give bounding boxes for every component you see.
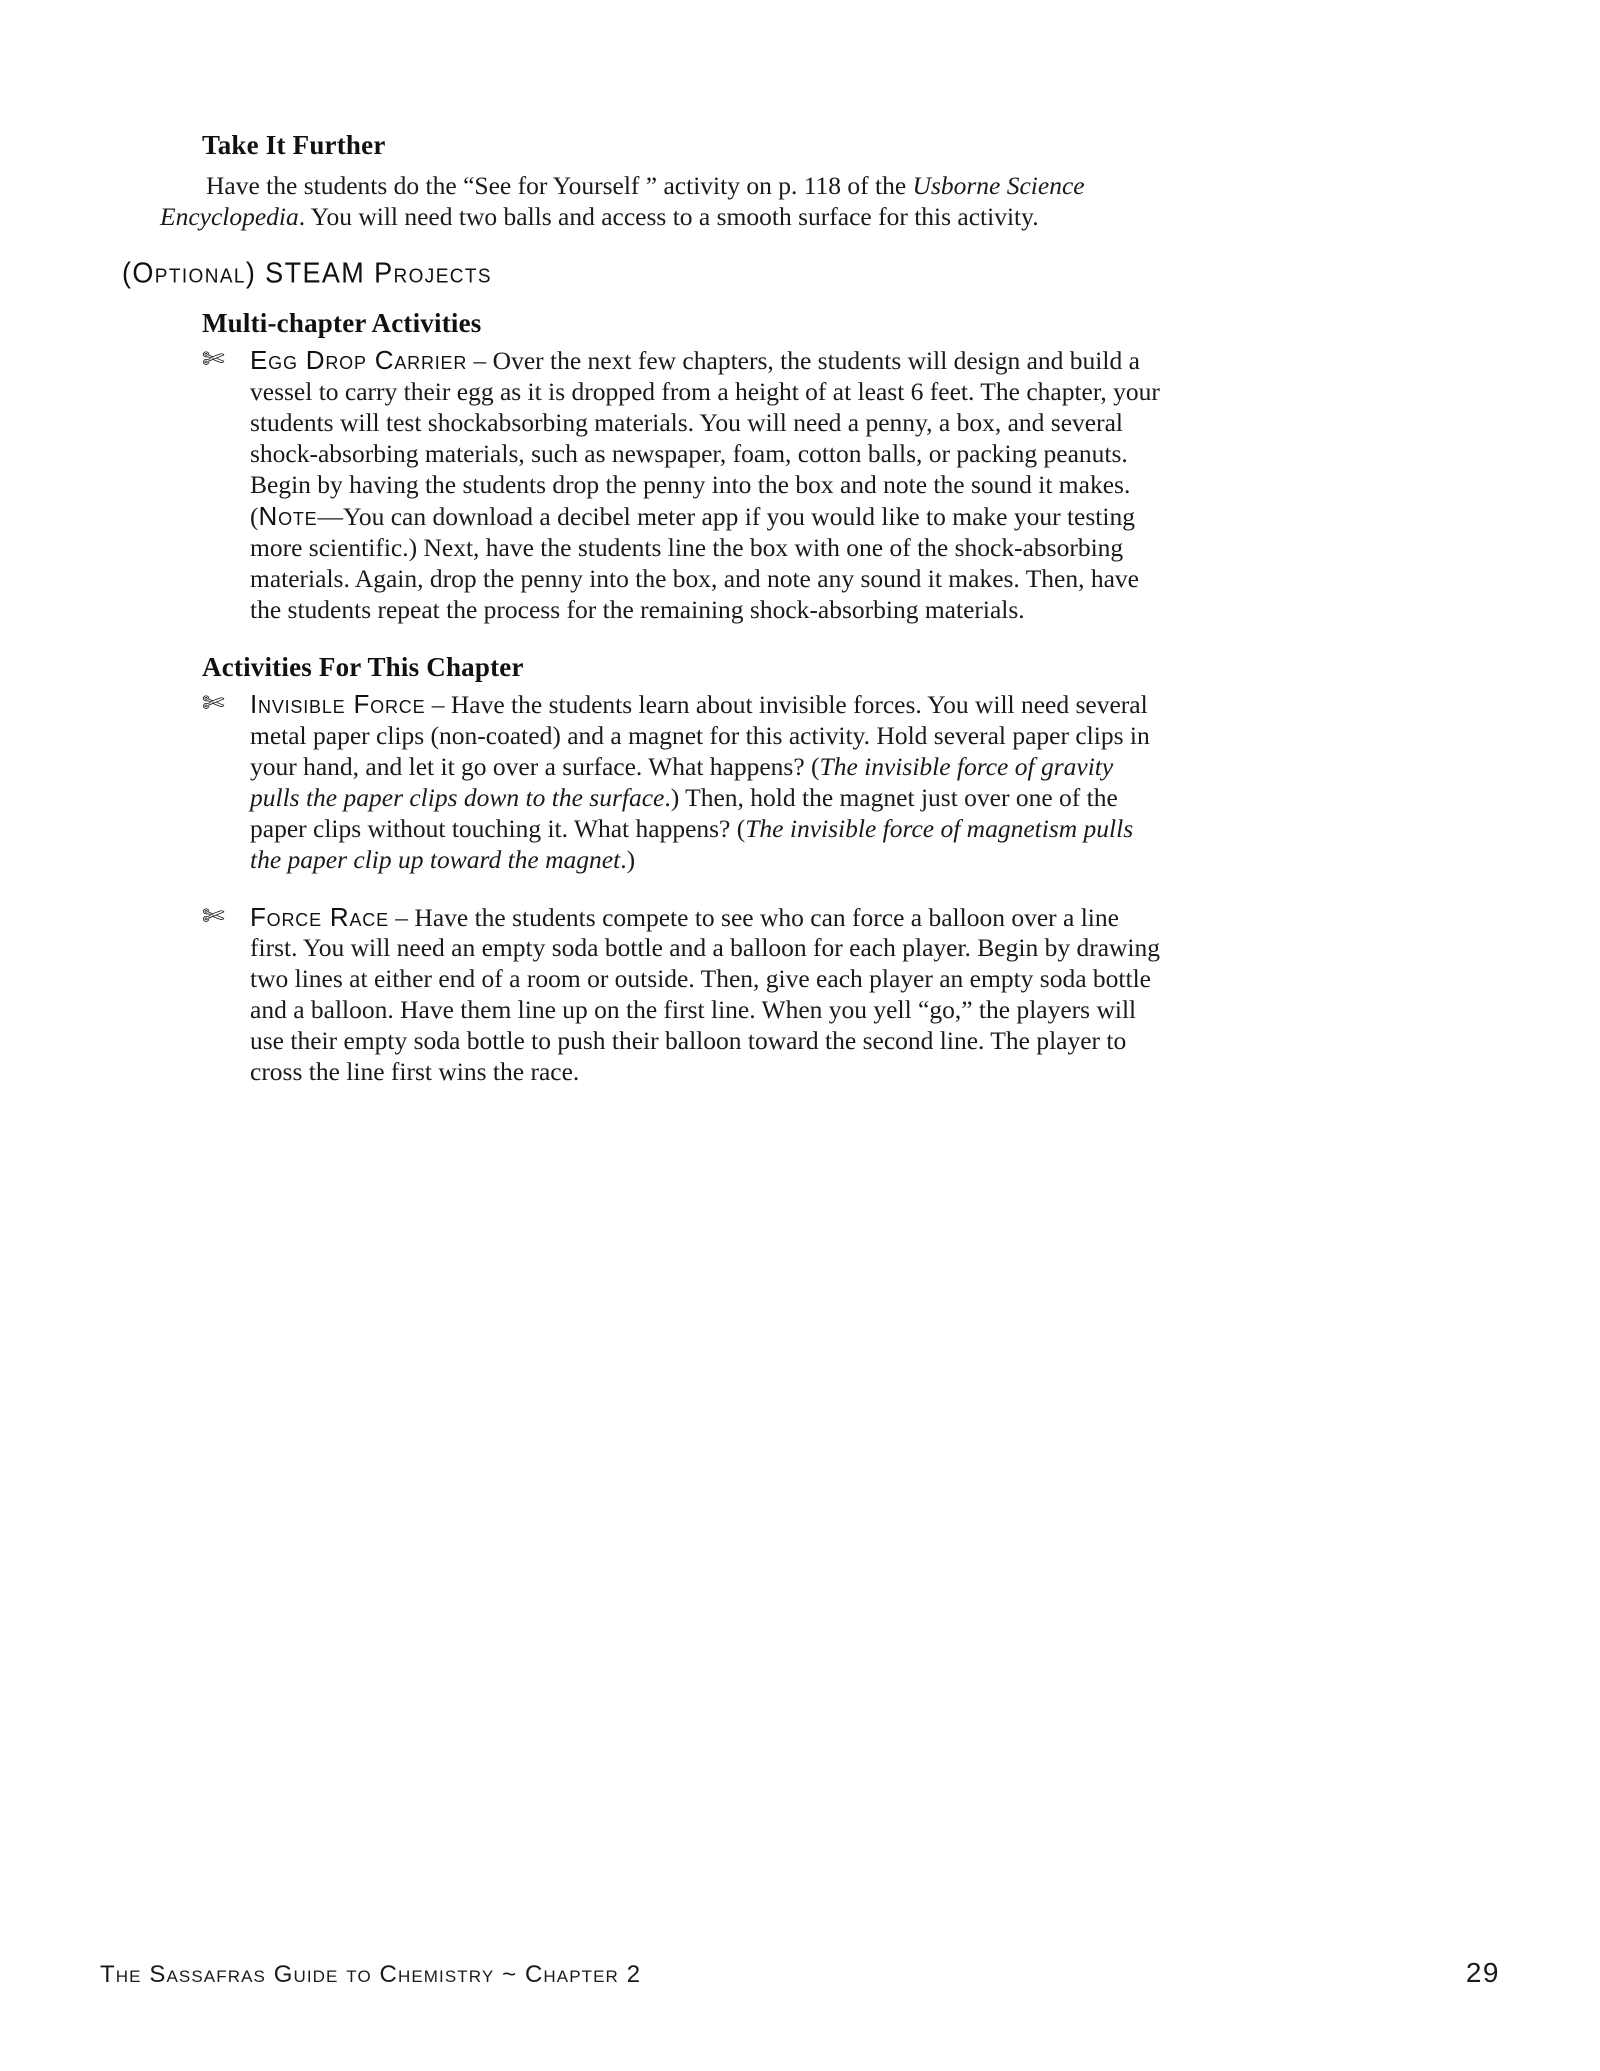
activity-dash: – xyxy=(467,345,493,375)
page-number: 29 xyxy=(1465,1957,1500,1988)
activity-item-invisible-force xyxy=(202,689,1160,876)
activity-title: Invisible Force xyxy=(250,688,426,719)
take-it-further-text-1: Have the students do the “See for Yourself ” activity on p. 118 of the xyxy=(206,171,913,201)
activity-text-2: —You can download a decibel meter app if you would like to make your testing more scientific.) Next, have the students line the box with one of the shock-absorbing materials. Again, drop the penny into the box, and note any sound it makes. Then, have the students repeat the process for the remaining shock-absorbing materials. xyxy=(250,501,1140,624)
footer-book-title: The Sassafras Guide to Chemistry ~ Chapter 2 xyxy=(100,1961,642,1988)
activity-item-egg-drop-carrier xyxy=(202,345,1160,626)
activity-note-label: Note xyxy=(258,500,318,531)
activity-dash: – xyxy=(425,689,451,719)
page-content xyxy=(122,130,1161,1114)
activity-title: Egg Drop Carrier xyxy=(250,344,468,375)
activity-text-1: Have the students compete to see who can force a balloon over a line first. You will need an empty soda bottle and a balloon for each player. Begin by drawing two lines at either end of a room or outside. Then, give each player an empty soda bottle and a balloon. Have them line up on the first line. When you yell “go,” the players will use their empty soda bottle to push their balloon toward the second line. The player to cross the line first wins the race. xyxy=(250,902,1161,1087)
heading-multi-chapter-activities: Multi-chapter Activities xyxy=(202,307,482,338)
activity-item-force-race xyxy=(202,902,1160,1089)
activity-text-2: .) Then, hold the magnet just over one of the paper clips without touching it. What happens? ( xyxy=(250,782,1118,843)
activity-italic-1: The invisible force of gravity pulls the paper clips down to the surface xyxy=(250,751,1114,812)
activity-body xyxy=(250,903,1160,1087)
activity-text-3: .) xyxy=(620,844,636,874)
take-it-further-paragraph xyxy=(160,171,1160,233)
activity-text-1: Have the students learn about invisible forces. You will need several metal paper clips (non-coated) and a magnet for this activity. Hold several paper clips in your hand, and let it go over a surface. What happens? ( xyxy=(250,689,1150,781)
scissors-icon: ✄ xyxy=(202,687,225,718)
activity-title: Force Race xyxy=(250,901,389,932)
take-it-further-text-2: . You will need two balls and access to a smooth surface for this activity. xyxy=(298,202,1039,232)
activity-text-1: Over the next few chapters, the students will design and build a vessel to carry their egg as it is dropped from a height of at least 6 feet. The chapter, your students will test shockabsorbing materials. You will need a penny, a box, and several shock-absorbing materials, such as newspaper, foam, cotton balls, or packing peanuts. Begin by having the students drop the penny into the box and note the sound it makes. ( xyxy=(250,345,1160,531)
heading-take-it-further: Take It Further xyxy=(202,130,386,160)
activity-body xyxy=(250,690,1150,874)
activity-dash: – xyxy=(388,902,415,932)
heading-activities-for-this-chapter: Activities For This Chapter xyxy=(202,651,524,682)
activity-italic-2: The invisible force of magnetism pulls the paper clip up toward the magnet xyxy=(250,813,1134,874)
page-footer xyxy=(100,1957,1500,1989)
scissors-icon: ✄ xyxy=(202,900,225,931)
heading-steam-projects: (Optional) STEAM Projects xyxy=(122,257,492,289)
activity-body xyxy=(250,346,1160,624)
take-it-further-book-title: Usborne Science Encyclopedia xyxy=(160,171,1085,232)
scissors-icon: ✄ xyxy=(202,343,225,374)
